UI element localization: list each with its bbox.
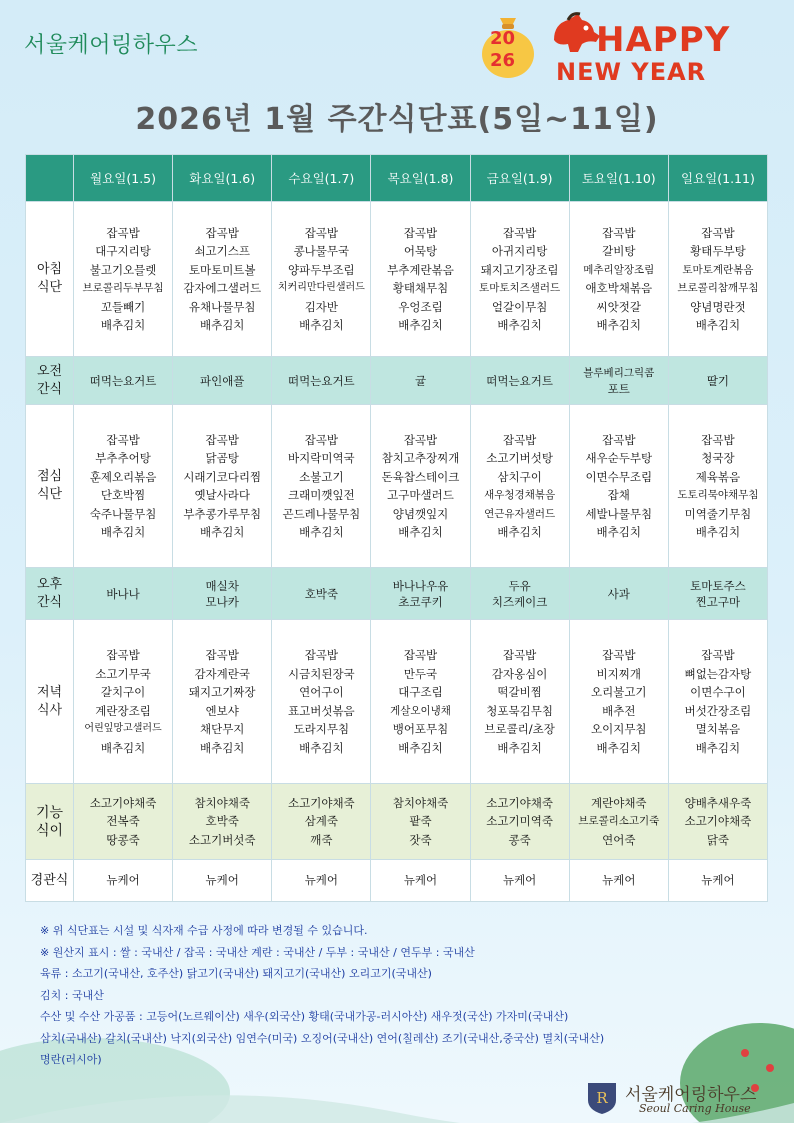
pm-snack-cell: 사과 bbox=[569, 568, 668, 620]
functional-cell: 계란야채죽 브로콜리소고기죽 연어죽 bbox=[569, 784, 668, 860]
lunch-cell: 잡곡밥 참치고추장찌개 돈육찹스테이크 고구마샐러드 양념깻잎지 배추김치 bbox=[371, 405, 470, 568]
pm-snack-cell: 호박죽 bbox=[272, 568, 371, 620]
functional-cell: 참치야채죽 호박죽 소고기버섯죽 bbox=[173, 784, 272, 860]
logo-name-en: Seoul Caring House bbox=[639, 1102, 751, 1115]
pm-snack-cell: 토마토주스 찐고구마 bbox=[668, 568, 767, 620]
tube-cell: 뉴케어 bbox=[470, 860, 569, 902]
breakfast-cell: 잡곡밥 황태두부탕 토마토계란볶음 브로콜리참깨무침 양념명란젓 배추김치 bbox=[668, 202, 767, 357]
functional-diet-row bbox=[26, 784, 768, 860]
pm-snack-cell: 두유 치즈케이크 bbox=[470, 568, 569, 620]
am-snack-cell: 블루베리그릭콤 포트 bbox=[569, 357, 668, 405]
day-header: 수요일(1.7) bbox=[272, 155, 371, 202]
dinner-row bbox=[26, 620, 768, 784]
row-label-tube: 경관식 bbox=[26, 860, 74, 902]
am-snack-cell: 떠먹는요거트 bbox=[272, 357, 371, 405]
am-snack-cell: 떠먹는요거트 bbox=[74, 357, 173, 405]
tube-cell: 뉴케어 bbox=[74, 860, 173, 902]
row-label-pm-snack: 오후 간식 bbox=[26, 568, 74, 620]
note-line: 김치 : 국내산 bbox=[40, 988, 104, 1002]
svg-text:R: R bbox=[596, 1089, 608, 1107]
brand-name: 서울케어링하우스 bbox=[24, 33, 199, 58]
row-label-am-snack: 오전 간식 bbox=[26, 357, 74, 405]
breakfast-cell: 잡곡밥 아귀지리탕 돼지고기장조림 토마토치즈샐러드 얼갈이무침 배추김치 bbox=[470, 202, 569, 357]
row-label-functional: 기능 식이 bbox=[26, 784, 74, 860]
year-bottom: 26 bbox=[490, 50, 516, 71]
tube-cell: 뉴케어 bbox=[272, 860, 371, 902]
year-top: 20 bbox=[490, 28, 516, 49]
functional-cell: 양배추새우죽 소고기야채죽 닭죽 bbox=[668, 784, 767, 860]
functional-cell: 소고기야채죽 전복죽 땅콩죽 bbox=[74, 784, 173, 860]
functional-cell: 소고기야채죽 삼계죽 깨죽 bbox=[272, 784, 371, 860]
weekly-menu-table bbox=[25, 154, 768, 902]
dinner-cell: 잡곡밥 소고기무국 갈치구이 계란장조림 어린잎망고샐러드 배추김치 bbox=[74, 620, 173, 784]
note-line: 육류 : 소고기(국내산, 호주산) 닭고기(국내산) 돼지고기(국내산) 오리고기(국내산) bbox=[40, 967, 432, 980]
happy-text: HAPPY bbox=[596, 20, 731, 60]
corner-cell bbox=[26, 155, 74, 202]
pm-snack-cell: 매실차 모나카 bbox=[173, 568, 272, 620]
dinner-cell: 잡곡밥 뼈없는감자탕 이면수구이 버섯간장조림 멸치볶음 배추김치 bbox=[668, 620, 767, 784]
breakfast-cell: 잡곡밥 콩나물무국 양파두부조림 치커리만다린샐러드 김자반 배추김치 bbox=[272, 202, 371, 357]
lunch-cell: 잡곡밥 소고기버섯탕 삼치구이 새우청경채볶음 연근유자샐러드 배추김치 bbox=[470, 405, 569, 568]
am-snack-cell: 파인애플 bbox=[173, 357, 272, 405]
dinner-cell: 잡곡밥 만두국 대구조림 게살오이냉채 뱅어포무침 배추김치 bbox=[371, 620, 470, 784]
lunch-cell: 잡곡밥 새우순두부탕 이면수무조림 잡채 세발나물무침 배추김치 bbox=[569, 405, 668, 568]
am-snack-cell: 딸기 bbox=[668, 357, 767, 405]
breakfast-cell: 잡곡밥 어묵탕 부추계란볶음 황태채무침 우엉조림 배추김치 bbox=[371, 202, 470, 357]
tube-cell: 뉴케어 bbox=[371, 860, 470, 902]
am-snack-row bbox=[26, 357, 768, 405]
pm-snack-cell: 바나나우유 초코쿠키 bbox=[371, 568, 470, 620]
footer-logo bbox=[585, 1078, 775, 1118]
am-snack-cell: 귤 bbox=[371, 357, 470, 405]
row-label-dinner: 저녁 식사 bbox=[26, 620, 74, 784]
functional-cell: 참치야채죽 팥죽 잣죽 bbox=[371, 784, 470, 860]
day-header: 토요일(1.10) bbox=[569, 155, 668, 202]
pm-snack-row bbox=[26, 568, 768, 620]
breakfast-cell: 잡곡밥 쇠고기스프 토마토미트볼 감자에그샐러드 유채나물무침 배추김치 bbox=[173, 202, 272, 357]
new-year-text: NEW YEAR bbox=[556, 58, 707, 86]
day-header: 금요일(1.9) bbox=[470, 155, 569, 202]
shield-logo-icon bbox=[585, 1080, 619, 1116]
note-line: ※ 위 식단표는 시설 및 식자재 수급 사정에 따라 변경될 수 있습니다. bbox=[40, 924, 368, 937]
day-header-row bbox=[26, 155, 768, 202]
notes-section bbox=[40, 920, 604, 1071]
lunch-cell: 잡곡밥 닭곰탕 시래기코다리찜 옛날사라다 부추콩가루무침 배추김치 bbox=[173, 405, 272, 568]
pm-snack-cell: 바나나 bbox=[74, 568, 173, 620]
lunch-cell: 잡곡밥 바지락미역국 소불고기 크래미깻잎전 곤드레나물무침 배추김치 bbox=[272, 405, 371, 568]
day-header: 월요일(1.5) bbox=[74, 155, 173, 202]
row-label-lunch: 점심 식단 bbox=[26, 405, 74, 568]
tube-cell: 뉴케어 bbox=[173, 860, 272, 902]
day-header: 일요일(1.11) bbox=[668, 155, 767, 202]
breakfast-cell: 잡곡밥 갈비탕 메추리알장조림 애호박채볶음 씨앗젓갈 배추김치 bbox=[569, 202, 668, 357]
tube-cell: 뉴케어 bbox=[668, 860, 767, 902]
note-line: ※ 원산지 표시 : 쌀 : 국내산 / 잡곡 : 국내산 계란 : 국내산 / 두부 : 국내산 / 연두부 : 국내산 bbox=[40, 945, 475, 959]
note-line: 삼치(국내산) 갈치(국내산) 낙지(외국산) 임연수(미국) 오징어(국내산) 연어(칠레산) 조기(국내산,중국산) 멸치(국내산) bbox=[40, 1031, 605, 1045]
breakfast-cell: 잡곡밥 대구지리탕 불고기오믈렛 브로콜리두부무침 꼬들빼기 배추김치 bbox=[74, 202, 173, 357]
functional-cell: 소고기야채죽 소고기미역죽 콩죽 bbox=[470, 784, 569, 860]
breakfast-row bbox=[26, 202, 768, 357]
tube-cell: 뉴케어 bbox=[569, 860, 668, 902]
dinner-cell: 잡곡밥 감자계란국 돼지고기짜장 엔보샤 채단무지 배추김치 bbox=[173, 620, 272, 784]
logo-name-kr: 서울케어링하우스 bbox=[625, 1085, 757, 1105]
happy-new-year-banner bbox=[478, 6, 778, 86]
am-snack-cell: 떠먹는요거트 bbox=[470, 357, 569, 405]
note-line: 수산 및 수산 가공품 : 고등어(노르웨이산) 새우(외국산) 황태(국내가공-러시아산) 새우젓(국산) 가자미(국내산) bbox=[40, 1010, 569, 1023]
lunch-cell: 잡곡밥 청국장 제육볶음 도토리묵야채무침 미역줄기무침 배추김치 bbox=[668, 405, 767, 568]
lunch-cell: 잡곡밥 부추추어탕 훈제오리볶음 단호박찜 숙주나물무침 배추김치 bbox=[74, 405, 173, 568]
day-header: 목요일(1.8) bbox=[371, 155, 470, 202]
dinner-cell: 잡곡밥 감자옹심이 떡갈비찜 청포묵김무침 브로콜리/초장 배추김치 bbox=[470, 620, 569, 784]
row-label-breakfast: 아침 식단 bbox=[26, 202, 74, 357]
page-title: 2026년 1월 주간식단표(5일~11일) bbox=[135, 102, 659, 137]
lunch-row bbox=[26, 405, 768, 568]
tube-feeding-row bbox=[26, 860, 768, 902]
dinner-cell: 잡곡밥 시금치된장국 연어구이 표고버섯볶음 도라지무침 배추김치 bbox=[272, 620, 371, 784]
dinner-cell: 잡곡밥 비지찌개 오리불고기 배추전 오이지무침 배추김치 bbox=[569, 620, 668, 784]
note-line: 명란(러시아) bbox=[40, 1053, 102, 1066]
day-header: 화요일(1.6) bbox=[173, 155, 272, 202]
